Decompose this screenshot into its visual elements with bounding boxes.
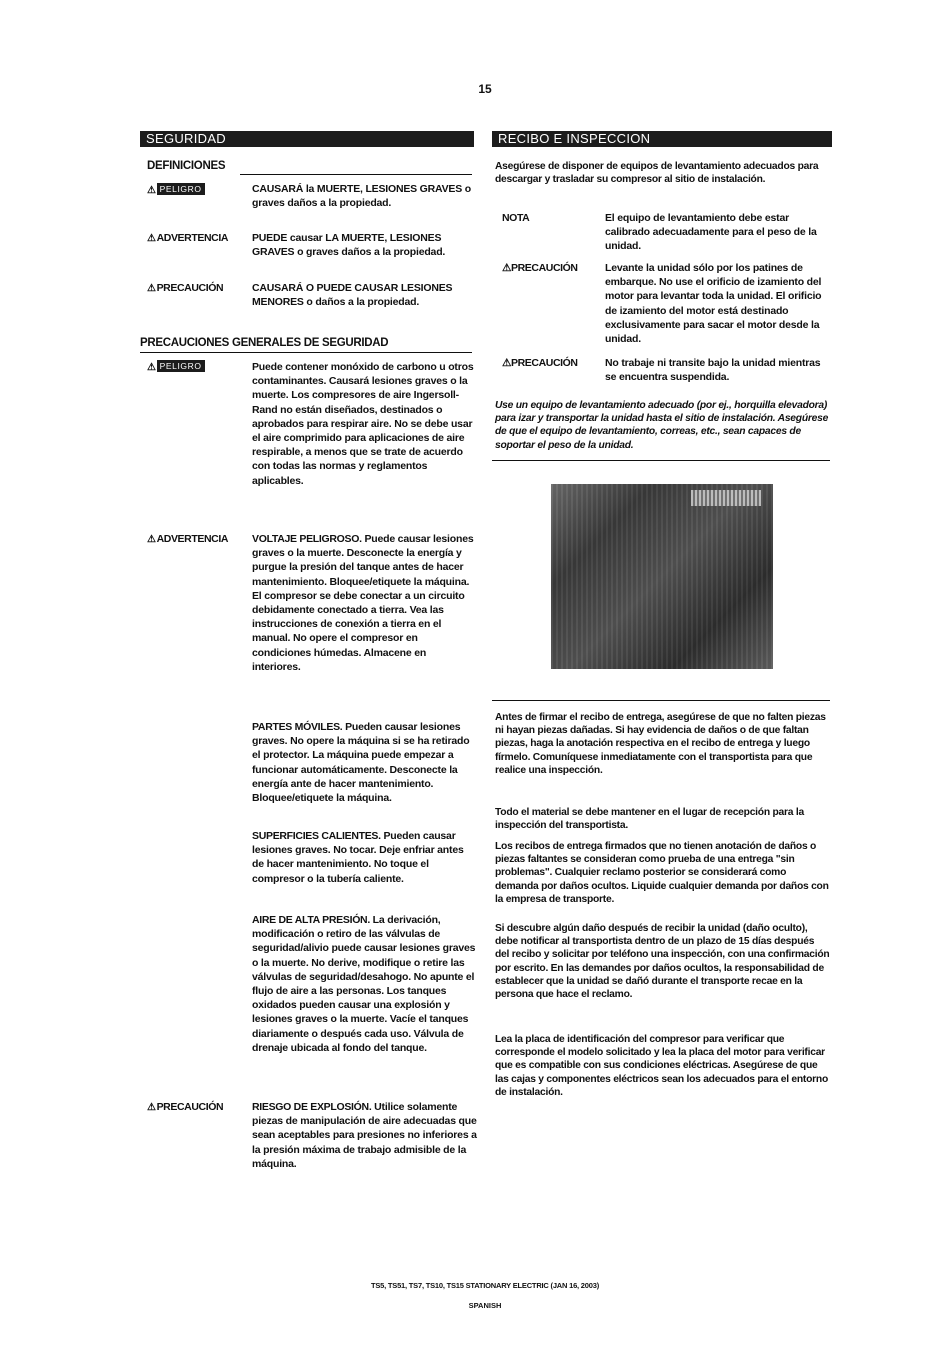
nota-term: NOTA [502, 212, 530, 224]
danger-definition: CAUSARÁ la MUERTE, LESIONES GRAVES o graves daños a la propiedad. [252, 183, 471, 210]
warning-triangle-icon: ⚠ [502, 357, 512, 369]
lifting-note: Use un equipo de levantamiento adecuado (por ej., horquilla elevadora) para izar y transportar la unidad hasta el sitio de instalación. Asegúrese de que el equipo de levantamiento, correas, etc., sean capaces de soportar el peso de la unidad. [495, 400, 829, 451]
voltage-definition: VOLTAJE PELIGROSO. Puede causar lesiones graves o la muerte. Desconecte la energía y purgue la presión del tanque antes de hacer mantenimiento. Bloquee/etiquete la máquina. El compresor se debe conectar a un circuito debidamente conectado a tierra. Vea las instrucciones de conexión a tierra en el manual. No opere el compresor en condiciones húmedas. Almacene en interiores. [252, 533, 474, 673]
divider [140, 352, 472, 353]
high-pressure-definition: AIRE DE ALTA PRESIÓN. La derivación, modificación o retiro de las válvulas de seguridad/alivio puede causar lesiones graves o la muerte. No derive, modifique o retire las válvulas de seguridad/desahogo. No apunte el flujo de aire a las personas. Los tanques oxidados pueden causar una explosión y lesiones graves o la muerte. Vacíe el tanques diariamente o después cada uso. Válvula de drenaje ubicada al fondo del tanque. [252, 914, 476, 1054]
divider [240, 174, 472, 175]
general-danger-term: ⚠ PELIGRO [147, 360, 251, 373]
hot-surfaces-definition: SUPERFICIES CALIENTES. Pueden causar lesiones graves. No tocar. Deje enfriar antes de hacer mantenimiento. No toque el compresor o la tubería caliente. [252, 830, 464, 885]
compressor-photo [551, 484, 773, 669]
warning-triangle-icon: ⚠ [147, 534, 156, 545]
section-header-seguridad: SEGURIDAD [140, 131, 474, 147]
voltage-warning-term: ⚠ADVERTENCIA [147, 533, 229, 545]
intro-paragraph: Asegúrese de disponer de equipos de levantamiento adecuados para descargar y trasladar su compresor al sitio de instalación. [495, 161, 819, 186]
warning-triangle-icon: ⚠ [147, 185, 156, 196]
general-danger-definition: Puede contener monóxido de carbono u otros contaminantes. Causará lesiones graves o la muerte. Los compresores de aire Ingersoll-Rand no están diseñados, destinados o aprobados para respirar aire. No se debe usar el aire comprimido para aplicaciones de aire respirable, a menos que se trate de acuerdo con todas las normas y reglamentos aplicables. [252, 361, 474, 487]
warning-triangle-icon: ⚠ [502, 262, 512, 274]
receipt-paragraph: Antes de firmar el recibo de entrega, asegúrese de que no falten piezas ni hayan piezas dañadas. Si hay evidencia de daños o de que faltan piezas, haga la anotación respectiva en el recibo de entrega y luego fírmelo. Comuníquese inmediatamente con el transportista para que realice una inspección. [495, 712, 826, 776]
warning-triangle-icon: ⚠ [147, 1102, 156, 1113]
hidden-damage-paragraph: Si descubre algún daño después de recibir la unidad (daño oculto), debe notificar al transportista dentro de un plazo de 15 días después del recibo y solicitar por teléfono una inspección, con una confirmación por escrito. En las demandes por daños ocultos, la responsabilidad de establecer que la unidad se dañó durante el transporte recae en la persona que hace el reclamo. [495, 923, 830, 1001]
footer-language: SPANISH [468, 1301, 502, 1310]
page-number: 15 [478, 82, 492, 96]
nameplate-paragraph: Lea la placa de identificación del compresor para verificar que corresponde el modelo solicitado y lea la placa del motor para verificar que es compatible con sus condiciones eléctricas. Asegúrese de que las cajas y componentes eléctricos sean los adecuados para el entorno de instalación. [495, 1034, 828, 1098]
explosion-caution-term: ⚠PRECAUCIÓN [147, 1101, 224, 1113]
caution-term: ⚠PRECAUCIÓN [147, 282, 224, 294]
peligro-badge: PELIGRO [157, 183, 205, 195]
caution-lift-term: ⚠PRECAUCIÓN [502, 262, 578, 274]
warning-triangle-icon: ⚠ [147, 283, 156, 294]
caution-definition: CAUSARÁ O PUEDE CAUSAR LESIONES MENORES o daños a la propiedad. [252, 282, 453, 309]
warning-triangle-icon: ⚠ [147, 362, 156, 373]
caution-lift-definition: Levante la unidad sólo por los patines de embarque. No use el orificio de izamiento del motor para levantar toda la unidad. El orificio de izamiento del motor está destinado exclusivamente para sacar el motor desde la unidad. [605, 262, 822, 346]
danger-term [147, 183, 251, 196]
general-precautions-title: PRECAUCIONES GENERALES DE SEGURIDAD [140, 337, 389, 349]
divider [492, 700, 830, 701]
moving-parts-definition: PARTES MÓVILES. Pueden causar lesiones graves. No opere la máquina si se ha retirado el protector. La máquina puede empezar a funcionar automáticamente. Desconecte la energía ante de hacer mantenimiento. Bloquee/etiquete la máquina. [252, 721, 470, 805]
storage-paragraph: Todo el material se debe mantener en el lugar de recepción para la inspección del transportista. [495, 807, 804, 832]
caution-suspended-definition: No trabaje ni transite bajo la unidad mientras se encuentra suspendida. [605, 357, 821, 384]
warning-definition: PUEDE causar LA MUERTE, LESIONES GRAVES o graves daños a la propiedad. [252, 232, 446, 259]
definitions-title: DEFINICIONES [147, 160, 226, 172]
divider [492, 460, 830, 461]
section-header-recibo: RECIBO E INSPECCION [492, 131, 832, 147]
footer-model-line: TS5, TS51, TS7, TS10, TS15 STATIONARY ELECTRIC (JAN 16, 2003) [370, 1281, 599, 1290]
warning-triangle-icon: ⚠ [147, 233, 156, 244]
nota-definition: El equipo de levantamiento debe estar calibrado adecuadamente para el peso de la unidad. [605, 212, 817, 253]
caution-suspended-term: ⚠PRECAUCIÓN [502, 357, 578, 369]
warning-term: ⚠ADVERTENCIA [147, 232, 229, 244]
explosion-definition: RIESGO DE EXPLOSIÓN. Utilice solamente piezas de manipulación de aire adecuadas que sean aceptables para presiones no inferiores a la presión máxima de trabajo admisible de la máquina. [252, 1101, 477, 1170]
signed-receipts-paragraph: Los recibos de entrega firmados que no tienen anotación de daños o piezas faltantes se consideran como prueba de una entrega "sin problemas". Cualquier reclamo posterior se considerará como demanda por daños ocultos. Liquide cualquier demanda por daños con la empresa de transporte. [495, 841, 829, 905]
